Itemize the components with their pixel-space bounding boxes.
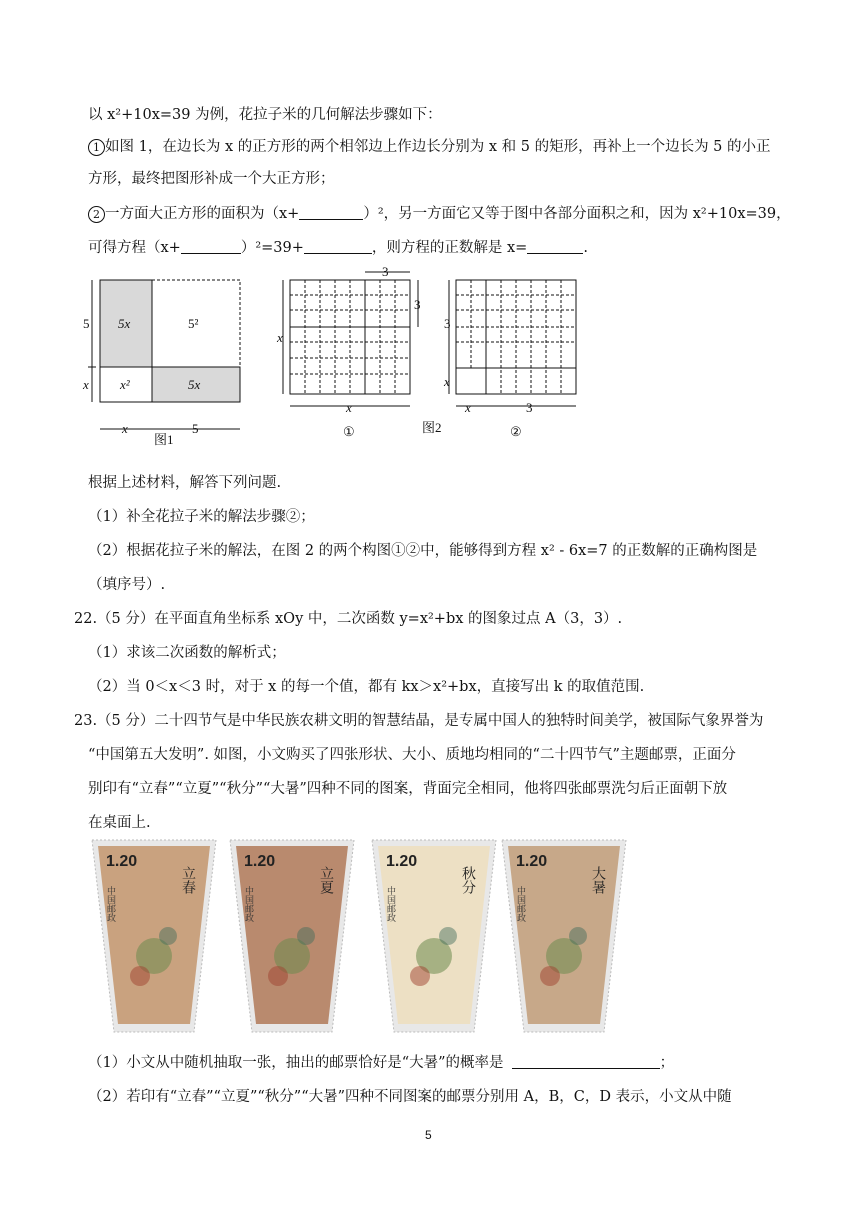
stamp-value: 1.20	[244, 853, 276, 870]
q21-part1: （1）补全花拉子米的解法步骤②；	[88, 509, 315, 525]
fig1-side-x: x	[83, 377, 89, 392]
cell-5x-bottom: 5x	[188, 377, 201, 392]
stamp-2	[228, 836, 356, 1036]
q23-line3: 别印有“立春”“立夏”“秋分”“大暑”四种不同的图案，背面完全相同，他将四张邮票洗匀后正面朝下放	[88, 781, 728, 797]
answer-blank-2[interactable]	[181, 239, 241, 254]
fig2-1-left-x: x	[277, 330, 283, 345]
q23-line1: 23.（5 分）二十四节气是中华民族农耕文明的智慧结晶，是专属中国人的独特时间美学，被国际气象界誉为	[74, 713, 764, 729]
q23-line4: 在桌面上.	[88, 815, 151, 831]
fig2-1-top-3: 3	[382, 264, 389, 279]
stamp-issuer: 中国邮政	[243, 886, 253, 922]
fig2-sub1: ①	[343, 424, 355, 439]
fig2-1-bottom-x: x	[346, 400, 352, 415]
stamp-value: 1.20	[516, 853, 548, 870]
figure-1	[82, 280, 240, 447]
answer-blank-4[interactable]	[527, 239, 583, 254]
stamp-1	[90, 836, 218, 1036]
q23-line2: “中国第五大发明”. 如图，小文购买了四张形状、大小、质地均相同的“二十四节气”主题邮票，正面分	[88, 747, 736, 763]
fig1-label: 图1	[154, 432, 174, 447]
fig2-2-bottom-x: x	[465, 400, 471, 415]
stamp-value: 1.20	[106, 853, 138, 870]
intro-line: 以 x²+10x=39 为例，花拉子米的几何解法步骤如下：	[88, 107, 442, 123]
stamp-title: 大暑	[590, 866, 606, 894]
step-marker-2: 2	[88, 206, 105, 223]
fig2-label: 图2	[422, 420, 442, 435]
step1-line1: 1 如图 1，在边长为 x 的正方形的两个相邻边上作边长分别为 x 和 5 的矩形，再补上一个边长为 5 的小正	[88, 136, 771, 158]
cell-xsq: x²	[120, 377, 130, 392]
q23-part1: （1）小文从中随机抽取一张，抽出的邮票恰好是“大暑”的概率是 ；	[88, 1055, 675, 1071]
cell-5x-top: 5x	[118, 316, 131, 331]
stamp-issuer: 中国邮政	[515, 886, 525, 922]
answer-blank-1[interactable]	[299, 205, 363, 220]
stamp-3	[370, 836, 498, 1036]
figure-2-2	[422, 280, 576, 439]
step2-line1: 2 一方面大正方形的面积为（x+ ）²，另一方面它又等于图中各部分面积之和，因为 x²+10x=39，	[88, 203, 791, 225]
q23-part2: （2）若印有“立春”“立夏”“秋分”“大暑”四种不同图案的邮票分别用 A，B，C，D 表示，小文从中随	[88, 1089, 732, 1105]
fig2-2-left-x: x	[444, 374, 450, 389]
step1-line2: 方形，最终把图形补成一个大正方形；	[88, 171, 335, 187]
stamp-title: 立春	[180, 866, 196, 894]
fig2-2-bottom-3: 3	[526, 400, 533, 415]
stamp-title: 秋分	[460, 866, 476, 894]
stamp-title: 立夏	[318, 866, 334, 894]
step2-line2: 可得方程（x+ ）²=39+ ，则方程的正数解是 x= .	[88, 240, 588, 256]
stamp-4	[500, 836, 628, 1036]
answer-blank-3[interactable]	[304, 239, 372, 254]
q22-part1: （1）求该二次函数的解析式；	[88, 645, 286, 661]
fig2-1-right-3: 3	[414, 297, 421, 312]
stamp-issuer: 中国邮政	[105, 886, 115, 922]
stamp-value: 1.20	[386, 853, 418, 870]
q21-part2-line2: （填序号）.	[88, 577, 166, 593]
stamp-issuer: 中国邮政	[385, 886, 395, 922]
q21-part2-line1: （2）根据花拉子米的解法，在图 2 的两个构图①②中，能够得到方程 x² - 6x=7 的正数解的正确构图是	[88, 543, 758, 559]
fig1-bottom-x: x	[122, 421, 128, 436]
cell-5sq: 5²	[188, 316, 199, 331]
fig2-2-left-3: 3	[444, 316, 451, 331]
q22-stem: 22.（5 分）在平面直角坐标系 xOy 中，二次函数 y=x²+bx 的图象过点 A（3，3）.	[74, 611, 623, 627]
figure-2-1	[276, 264, 421, 439]
fig1-bottom-5: 5	[192, 421, 199, 436]
page-number: 5	[425, 1128, 432, 1142]
q22-part2: （2）当 0＜x＜3 时，对于 x 的每一个值，都有 kx＞x²+bx，直接写出 k 的取值范围.	[88, 679, 645, 695]
material-line: 根据上述材料，解答下列问题.	[88, 475, 282, 491]
figures	[80, 264, 610, 448]
fig1-side-5: 5	[83, 316, 90, 331]
answer-blank-5[interactable]	[512, 1054, 660, 1069]
fig2-sub2: ②	[510, 424, 522, 439]
step-marker-1: 1	[88, 139, 105, 156]
